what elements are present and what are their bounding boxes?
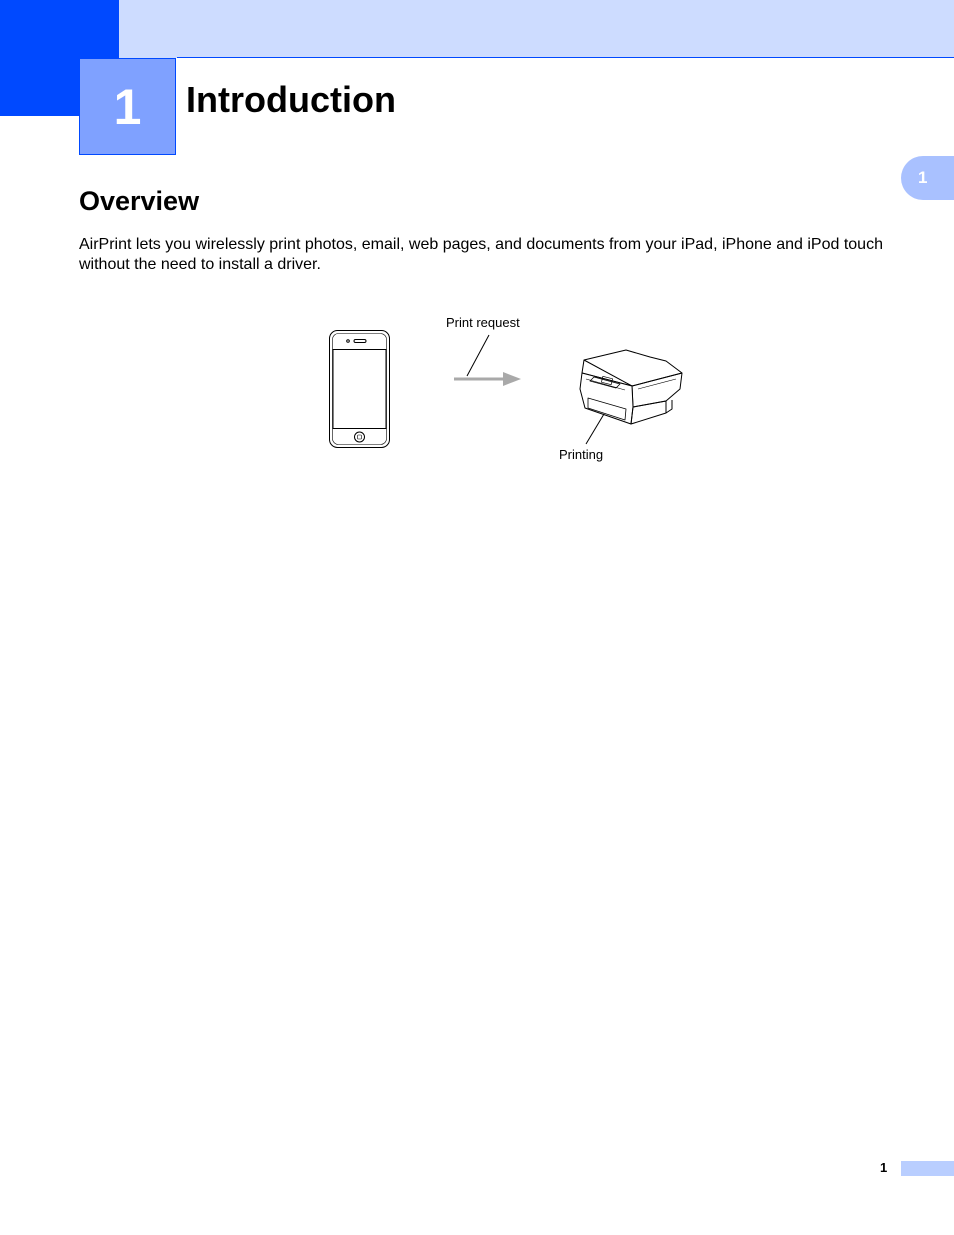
arrow-right-icon [454,372,521,386]
printing-leader [586,414,604,444]
iphone-icon [330,331,390,448]
overview-paragraph: AirPrint lets you wirelessly print photos, email, web pages, and documents from your iPad, iPhone and iPod touch without the need to install a driver. [79,236,883,273]
chapter-title: Introduction [186,79,396,120]
airprint-illustration [320,305,700,475]
footer-bar [901,1161,954,1176]
print-request-leader [467,335,489,376]
side-tab-label: 1 [918,168,928,187]
chapter-side-tab [901,156,954,200]
header-rule [177,57,954,58]
printing-label: Printing [559,447,604,462]
airprint-figure [320,305,700,475]
section-title: Overview [79,186,200,216]
header-band [0,0,954,58]
print-request-label: Print request [446,315,520,330]
chapter-number-box [79,58,176,155]
chapter-number: 1 [113,78,142,135]
printer-icon [580,350,682,424]
page-number: 1 [880,1160,888,1175]
